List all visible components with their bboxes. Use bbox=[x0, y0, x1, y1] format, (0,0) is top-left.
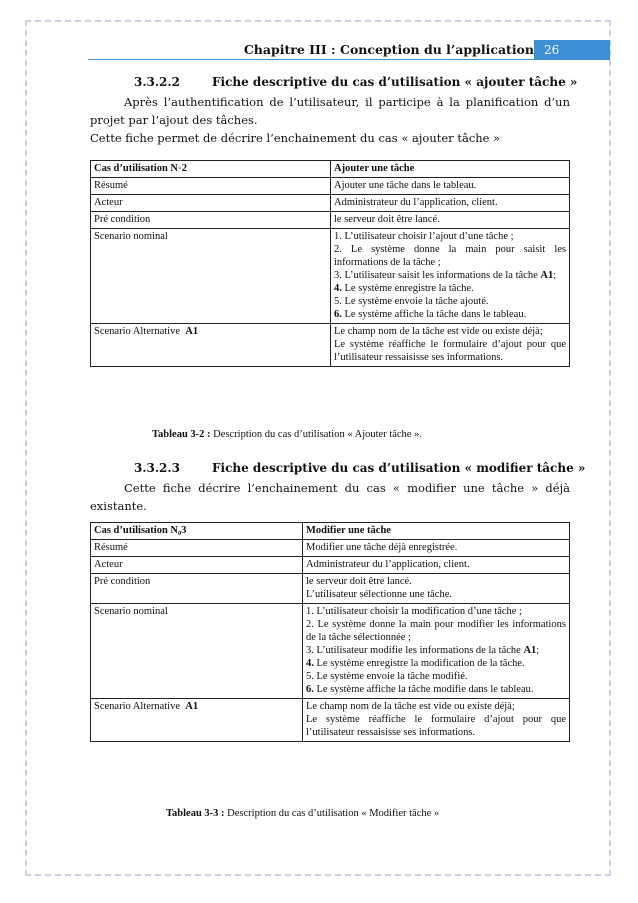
use-case-table-modifier bbox=[90, 522, 570, 742]
table-caption bbox=[152, 429, 422, 440]
intro-paragraph: Cette fiche permet de décrire l’enchainement du cas « ajouter tâche » bbox=[90, 131, 501, 145]
table-row bbox=[91, 574, 570, 604]
caption-label: Tableau 3-3 : bbox=[166, 808, 225, 819]
scenario-step: 6. Le système affiche la tâche dans le tableau. bbox=[334, 309, 527, 320]
header-rule bbox=[88, 59, 534, 60]
row-value: Administrateur du l’application, client. bbox=[331, 195, 570, 212]
alt-label: Scenario Alternative bbox=[94, 701, 181, 712]
section-heading-modifier bbox=[134, 461, 585, 475]
table-row bbox=[91, 195, 570, 212]
row-label bbox=[91, 699, 303, 742]
row-value: Modifier une tâche déjà enregistrée. bbox=[303, 540, 570, 557]
alt-line: Le système réaffiche le formulaire d’ajout pour que l’utilisateur ressaisisse ses informations. bbox=[334, 339, 566, 363]
table-row bbox=[91, 178, 570, 195]
scenario-step: 2. Le système donne la main pour modifier les informations de la tâche sélectionnée ; bbox=[306, 619, 566, 643]
precondition-line: le serveur doit être lancé. bbox=[306, 576, 412, 587]
table-row bbox=[91, 699, 570, 742]
page-number: 26 bbox=[534, 40, 610, 60]
row-label: Acteur bbox=[91, 195, 331, 212]
table-row bbox=[91, 229, 570, 324]
row-label: Scenario nominal bbox=[91, 229, 331, 324]
row-label: Résumé bbox=[91, 178, 331, 195]
scenario-step: 1. L’utilisateur choisir la modification d’une tâche ; bbox=[306, 606, 522, 617]
table-header-row bbox=[91, 523, 570, 540]
scenario-step: 5. Le système envoie la tâche ajouté. bbox=[334, 296, 489, 307]
scenario-step: 3. L’utilisateur modifie les informations de la tâche A1; bbox=[306, 645, 540, 656]
alt-line: Le champ nom de la tâche est vide ou existe déjà; bbox=[334, 326, 543, 337]
row-label: Pré condition bbox=[91, 212, 331, 229]
alt-tag: A1 bbox=[185, 701, 199, 712]
row-label bbox=[91, 324, 331, 367]
section-heading-ajouter bbox=[134, 75, 577, 89]
row-label: Scenario nominal bbox=[91, 604, 303, 699]
precondition-line: L’utilisateur sélectionne une tâche. bbox=[306, 589, 452, 600]
intro-paragraph: Cette fiche décrire l’enchainement du cas « modifier une tâche » déjà existante. bbox=[90, 481, 570, 513]
table-row bbox=[91, 557, 570, 574]
row-value bbox=[331, 229, 570, 324]
section-number: 3.3.2.2 bbox=[134, 75, 180, 89]
section-title: Fiche descriptive du cas d’utilisation « ajouter tâche » bbox=[212, 75, 578, 89]
scenario-step: 4. Le système enregistre la tâche. bbox=[334, 283, 474, 294]
chapter-title: Chapitre III : Conception du l’application bbox=[243, 42, 534, 57]
row-value: Ajouter une tâche dans le tableau. bbox=[331, 178, 570, 195]
caption-label: Tableau 3-2 : bbox=[152, 429, 211, 440]
scenario-step: 5. Le système envoie la tâche modifié. bbox=[306, 671, 468, 682]
table-header-cell: Cas d’utilisation N₀3 bbox=[91, 523, 303, 540]
intro-paragraph: Après l’authentification de l’utilisateur, il participe à la planification d’un projet par l’ajout des tâches. bbox=[90, 95, 570, 127]
table-row bbox=[91, 604, 570, 699]
scenario-step: 4. Le système enregistre la modification de la tâche. bbox=[306, 658, 525, 669]
table-header-cell: Ajouter une tâche bbox=[331, 161, 570, 178]
row-value bbox=[331, 324, 570, 367]
row-label: Pré condition bbox=[91, 574, 303, 604]
row-label: Résumé bbox=[91, 540, 303, 557]
section-number: 3.3.2.3 bbox=[134, 461, 180, 475]
use-case-table-ajouter bbox=[90, 160, 570, 367]
caption-text: Description du cas d’utilisation « Ajouter tâche ». bbox=[210, 429, 422, 440]
section-title: Fiche descriptive du cas d’utilisation « modifier tâche » bbox=[212, 461, 586, 475]
page-header bbox=[0, 40, 638, 64]
row-value bbox=[303, 574, 570, 604]
row-value: le serveur doit être lancé. bbox=[331, 212, 570, 229]
scenario-step: 6. Le système affiche la tâche modifie dans le tableau. bbox=[306, 684, 534, 695]
alt-line: Le système réaffiche le formulaire d’ajout pour que l’utilisateur ressaisisse ses informations. bbox=[306, 714, 566, 738]
row-value: Administrateur du l’application, client. bbox=[303, 557, 570, 574]
alt-tag: A1 bbox=[185, 326, 199, 337]
row-value bbox=[303, 699, 570, 742]
table-header-cell: Modifier une tâche bbox=[303, 523, 570, 540]
row-label: Acteur bbox=[91, 557, 303, 574]
alt-label: Scenario Alternative bbox=[94, 326, 181, 337]
scenario-step: 3. L’utilisateur saisit les informations de la tâche A1; bbox=[334, 270, 557, 281]
caption-text: Description du cas d’utilisation « Modifier tâche » bbox=[224, 808, 440, 819]
row-value bbox=[303, 604, 570, 699]
table-row bbox=[91, 324, 570, 367]
table-header-cell: Cas d’utilisation N◦2 bbox=[91, 161, 331, 178]
alt-line: Le champ nom de la tâche est vide ou existe déjà; bbox=[306, 701, 515, 712]
table-row bbox=[91, 212, 570, 229]
scenario-step: 2. Le système donne la main pour saisit les informations de la tâche ; bbox=[334, 244, 566, 268]
table-row bbox=[91, 540, 570, 557]
table-header-row bbox=[91, 161, 570, 178]
page-border bbox=[25, 20, 611, 876]
table-caption bbox=[166, 808, 439, 819]
scenario-step: 1. L’utilisateur choisir l’ajout d’une tâche ; bbox=[334, 231, 514, 242]
